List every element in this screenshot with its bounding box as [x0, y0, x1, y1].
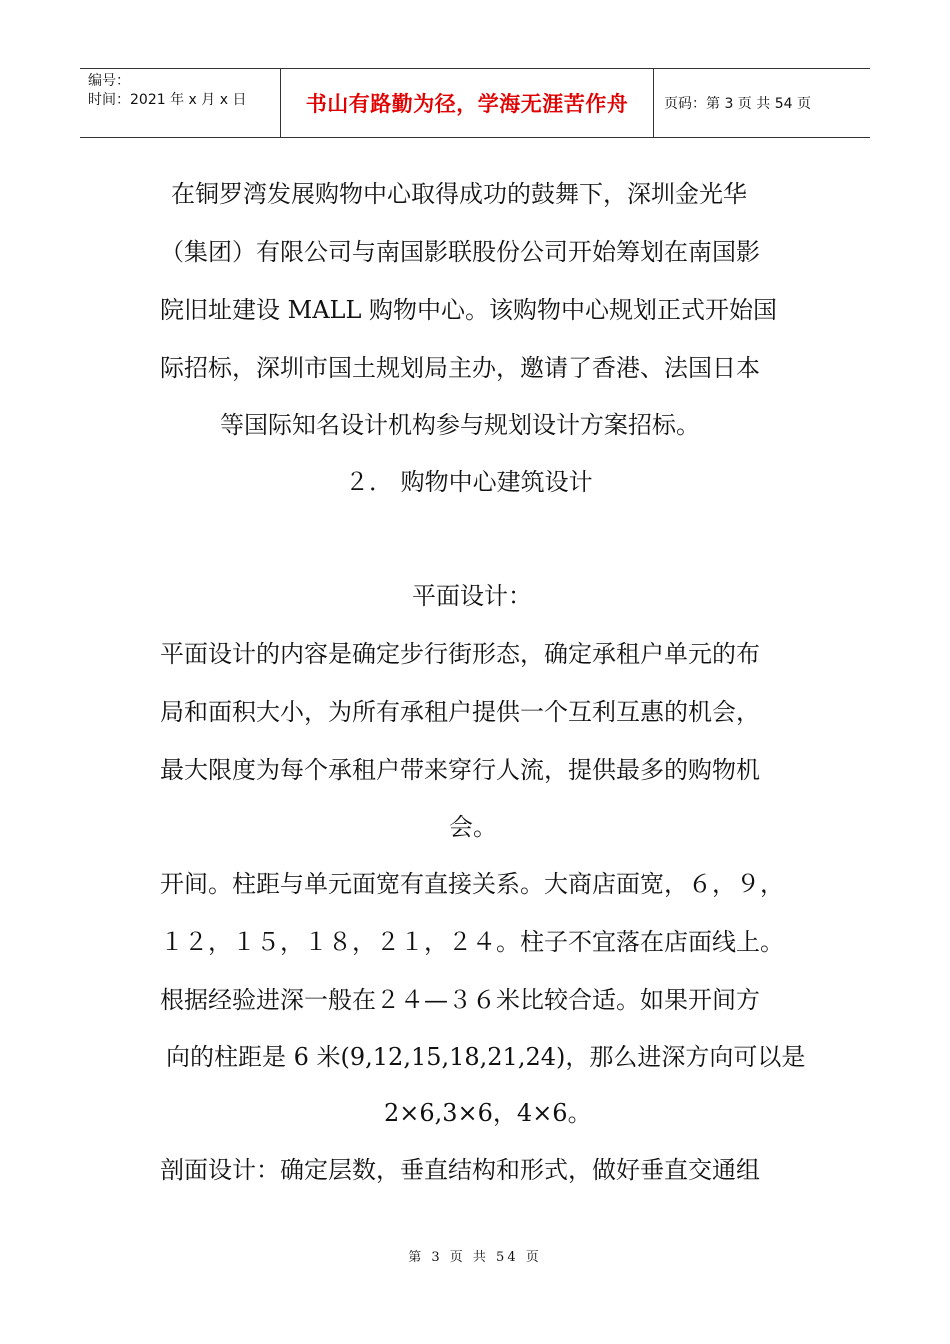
header-motto: 书山有路勤为径，学海无涯苦作舟 — [281, 69, 654, 137]
page-header — [80, 68, 870, 138]
body-line: 开间。柱距与单元面宽有直接关系。大商店面宽，６，９， — [160, 870, 784, 898]
number-label: 编号： — [88, 73, 130, 89]
body-line: 等国际知名设计机构参与规划设计方案招标。 — [220, 411, 700, 439]
subheading: 平面设计： — [412, 582, 532, 610]
body-line: 向的柱距是 6 米(9,12,15,18,21,24)，那么进深方向可以是 — [166, 1043, 806, 1071]
body-line: １２，１５，１８，２１，２４。柱子不宜落在店面线上。 — [160, 928, 784, 956]
body-line: 平面设计的内容是确定步行街形态，确定承租户单元的布 — [160, 640, 760, 668]
body-line: 会。 — [449, 813, 497, 841]
date-label: 时间：2021 年 x 月 x 日 — [88, 92, 247, 108]
section-heading: ２． 购物中心建筑设计 — [345, 468, 593, 496]
header-meta — [80, 69, 281, 137]
body-line: （集团）有限公司与南国影联股份公司开始筹划在南国影 — [160, 238, 760, 266]
body-line: 在铜罗湾发展购物中心取得成功的鼓舞下，深圳金光华 — [171, 180, 747, 208]
body-line: 根据经验进深一般在２４—３６米比较合适。如果开间方 — [160, 986, 760, 1014]
body-line: 际招标，深圳市国土规划局主办，邀请了香港、法国日本 — [160, 354, 760, 382]
page-footer: 第 3 页 共 54 页 — [408, 1250, 542, 1265]
body-line: 2×6,3×6，4×6。 — [384, 1099, 592, 1127]
header-page-info: 页码：第 3 页 共 54 页 — [664, 96, 811, 112]
body-line: 最大限度为每个承租户带来穿行人流，提供最多的购物机 — [160, 756, 760, 784]
body-line: 剖面设计：确定层数，垂直结构和形式，做好垂直交通组 — [160, 1156, 760, 1184]
body-line: 局和面积大小，为所有承租户提供一个互利互惠的机会， — [160, 698, 760, 726]
body-line: 院旧址建设 MALL 购物中心。该购物中心规划正式开始国 — [160, 296, 778, 324]
